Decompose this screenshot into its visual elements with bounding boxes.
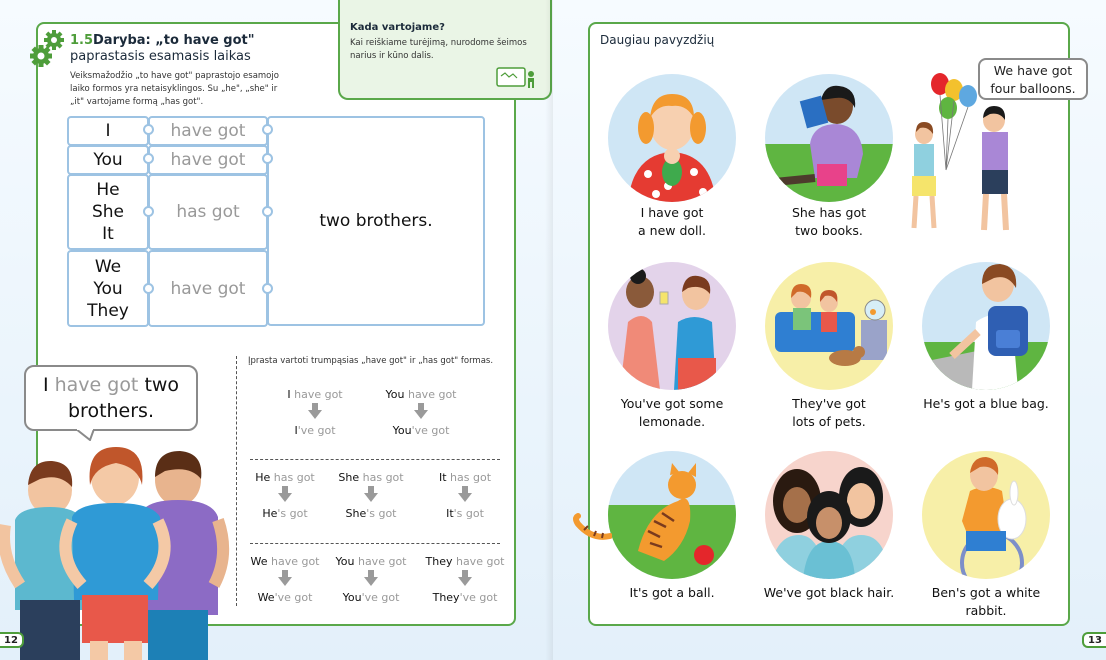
pronoun: We — [257, 591, 275, 604]
full-form — [420, 471, 510, 484]
section-number: 1.5 — [70, 33, 94, 48]
puzzle-knob — [143, 124, 154, 135]
down-arrow-icon — [278, 486, 292, 502]
speech-word: have got — [54, 374, 139, 396]
short-form — [420, 507, 510, 520]
examples-title: Daugiau pavyzdžių — [600, 33, 715, 47]
puzzle-knob — [143, 283, 154, 294]
pronoun: We — [250, 555, 268, 568]
pronoun: I — [294, 424, 298, 437]
pronoun: They — [432, 591, 460, 604]
puzzle-knob — [143, 153, 154, 164]
auxiliary: have got — [357, 555, 407, 568]
kids-with-pets-illustration — [765, 262, 893, 390]
pronoun-cell: I — [67, 116, 149, 146]
cat-tail — [572, 512, 612, 542]
pronoun-line: He — [96, 180, 120, 200]
balloons-speech-bubble: We have got four balloons. — [978, 58, 1088, 100]
auxiliary: has got — [362, 471, 404, 484]
contraction-item — [240, 471, 330, 520]
contraction: 's got — [453, 507, 484, 520]
contraction-item — [326, 471, 416, 520]
full-form — [326, 471, 416, 484]
short-form — [240, 591, 330, 604]
three-kids-illustration — [0, 445, 230, 660]
pronoun-cell — [67, 174, 149, 250]
down-arrow-icon — [308, 403, 322, 419]
pronoun-line: We — [94, 256, 122, 277]
contraction: 's got — [366, 507, 397, 520]
caption-line: a new doll. — [638, 223, 706, 238]
caption-line: You've got some — [620, 396, 724, 411]
speech-word: brothers. — [67, 400, 154, 422]
pronoun: It — [438, 471, 447, 484]
page-number: 13 — [1082, 632, 1106, 648]
short-form — [240, 507, 330, 520]
pronoun: He — [255, 471, 271, 484]
boy-with-blue-bag-illustration — [922, 262, 1050, 390]
whiteboard-icon — [496, 66, 538, 92]
pronoun: You — [385, 388, 405, 401]
auxiliary: has got — [273, 471, 315, 484]
puzzle-knob — [262, 124, 273, 135]
pronoun: It — [446, 507, 454, 520]
speech-word: I — [42, 374, 49, 396]
down-arrow-icon — [364, 486, 378, 502]
auxiliary: have got — [270, 555, 320, 568]
full-form — [376, 388, 466, 401]
short-form — [270, 424, 360, 437]
example-caption — [911, 584, 1061, 620]
dashed-divider — [236, 356, 237, 606]
short-form — [326, 507, 416, 520]
contraction: 've got — [274, 591, 313, 604]
short-form — [326, 591, 416, 604]
down-arrow-icon — [278, 570, 292, 586]
example-caption — [597, 584, 747, 602]
verb-cell: have got — [148, 145, 268, 175]
example-caption — [754, 204, 904, 240]
caption-line: two books. — [795, 223, 863, 238]
auxiliary: has got — [450, 471, 492, 484]
caption-line: He's got a blue bag. — [923, 396, 1049, 411]
gear-icon — [28, 28, 68, 68]
dashed-divider — [250, 459, 500, 460]
auxiliary: have got — [294, 388, 343, 401]
girl-with-doll-illustration — [608, 74, 736, 202]
caption-line: I have got — [640, 205, 704, 220]
three-girls-black-hair-illustration — [765, 451, 893, 579]
contraction: 's got — [277, 507, 308, 520]
pronoun-line: They — [87, 300, 129, 321]
verb-cell: have got — [148, 250, 268, 327]
example-caption — [597, 204, 747, 240]
dashed-divider — [250, 543, 500, 544]
verb-cell: have got — [148, 116, 268, 146]
auxiliary: have got — [455, 555, 505, 568]
note-title: Kada vartojame? — [350, 22, 445, 33]
girl-reading-illustration — [765, 74, 893, 202]
short-form — [376, 424, 466, 437]
caption-line: lots of pets. — [792, 414, 866, 429]
short-form — [420, 591, 510, 604]
down-arrow-icon — [458, 486, 472, 502]
pronoun: You — [335, 555, 355, 568]
pronoun-line: You — [93, 278, 123, 299]
pronoun: He — [262, 507, 278, 520]
contraction: 've got — [297, 424, 336, 437]
girl-and-boy-lemonade-illustration — [608, 262, 736, 390]
boy-with-white-rabbit-illustration — [922, 451, 1050, 579]
verb-cell: has got — [148, 174, 268, 250]
pronoun: You — [342, 591, 362, 604]
full-form — [326, 555, 416, 568]
cat-with-ball-illustration — [608, 451, 736, 579]
puzzle-knob — [143, 206, 154, 217]
auxiliary: have got — [407, 388, 457, 401]
note-box — [338, 0, 552, 100]
caption-line: We've got black hair. — [763, 585, 895, 600]
speech-word: two — [144, 374, 180, 396]
full-form — [270, 388, 360, 401]
short-forms-note: Įprasta vartoti trumpąsias „have got" ir „has got" formas. — [248, 356, 494, 366]
pronoun: They — [425, 555, 453, 568]
example-caption — [597, 395, 747, 431]
full-form — [420, 555, 510, 568]
down-arrow-icon — [458, 570, 472, 586]
pronoun-cell: You — [67, 145, 149, 175]
object-cell: two brothers. — [267, 116, 485, 326]
example-caption — [911, 395, 1061, 413]
pronoun: She — [338, 471, 360, 484]
contraction-item — [420, 555, 510, 604]
contraction: 've got — [459, 591, 498, 604]
full-form — [240, 555, 330, 568]
contraction-item — [326, 555, 416, 604]
caption-line: lemonade. — [638, 414, 706, 429]
full-form — [240, 471, 330, 484]
note-text: Kai reiškiame turėjimą, nurodome šeimos narius ir kūno dalis. — [350, 38, 527, 61]
example-caption — [754, 395, 904, 431]
pronoun-line: She — [91, 202, 125, 222]
speech-bubble — [24, 365, 198, 431]
contraction: 've got — [411, 424, 450, 437]
contraction: 've got — [361, 591, 400, 604]
pronoun-cell — [67, 250, 149, 327]
contraction-item — [240, 555, 330, 604]
puzzle-knob — [262, 206, 273, 217]
caption-line: They've got — [792, 396, 866, 411]
page-number: 12 — [0, 632, 24, 648]
contraction-item — [270, 388, 360, 437]
example-caption — [754, 584, 904, 602]
caption-line: Ben's got a white rabbit. — [931, 585, 1041, 618]
contraction-item — [420, 471, 510, 520]
pronoun: I — [287, 388, 291, 401]
speech-tail — [76, 429, 96, 441]
caption-line: She has got — [791, 205, 867, 220]
intro-text: Veiksmažodžio „to have got" paprastojo esamojo laiko formos yra netaisyklingos. Su „he", „she" ir „it" vartojame formą „has got". — [70, 71, 279, 107]
pronoun: She — [345, 507, 367, 520]
section-subtitle: paprastasis esamasis laikas — [70, 49, 251, 64]
contraction-item — [376, 388, 466, 437]
caption-line: It's got a ball. — [629, 585, 715, 600]
pronoun-line: It — [102, 224, 114, 244]
down-arrow-icon — [364, 570, 378, 586]
puzzle-knob — [262, 153, 273, 164]
puzzle-knob — [262, 283, 273, 294]
pronoun: You — [392, 424, 412, 437]
section-title: Daryba: „to have got" — [93, 33, 255, 48]
down-arrow-icon — [414, 403, 428, 419]
